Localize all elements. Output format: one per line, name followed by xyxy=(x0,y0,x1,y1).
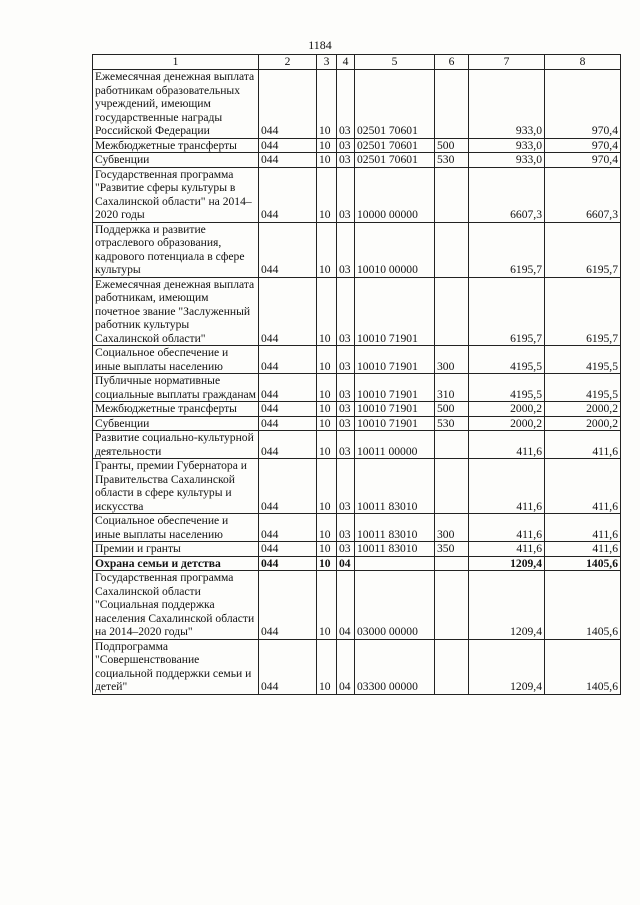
subsection-code: 03 xyxy=(337,346,355,374)
ministry-code: 044 xyxy=(259,153,317,168)
row-name: Субвенции xyxy=(93,416,259,431)
expense-type-code: 500 xyxy=(435,138,469,153)
table-row xyxy=(93,153,621,168)
subsection-code: 03 xyxy=(337,374,355,402)
target-article-code: 10010 71901 xyxy=(355,402,435,417)
target-article-code: 02501 70601 xyxy=(355,138,435,153)
section-code: 10 xyxy=(317,374,337,402)
row-name: Ежемесячная денежная выплата работникам, имеющим почетное звание "Заслуженный работник культуры Сахалинской области" xyxy=(93,277,259,346)
section-code: 10 xyxy=(317,167,337,222)
amount-col7: 933,0 xyxy=(469,70,545,139)
amount-col7: 2000,2 xyxy=(469,402,545,417)
amount-col8: 411,6 xyxy=(545,431,621,459)
amount-col7: 6195,7 xyxy=(469,222,545,277)
ministry-code: 044 xyxy=(259,374,317,402)
target-article-code: 10010 71901 xyxy=(355,374,435,402)
amount-col8: 2000,2 xyxy=(545,402,621,417)
target-article-code: 03000 00000 xyxy=(355,571,435,640)
target-article-code: 10010 71901 xyxy=(355,416,435,431)
amount-col8: 1405,6 xyxy=(545,639,621,694)
expense-type-code xyxy=(435,277,469,346)
amount-col7: 2000,2 xyxy=(469,416,545,431)
amount-col7: 1209,4 xyxy=(469,556,545,571)
subsection-code: 04 xyxy=(337,639,355,694)
target-article-code: 03300 00000 xyxy=(355,639,435,694)
expense-type-code: 500 xyxy=(435,402,469,417)
section-code: 10 xyxy=(317,459,337,514)
amount-col7: 411,6 xyxy=(469,542,545,557)
table-row xyxy=(93,70,621,139)
amount-col7: 411,6 xyxy=(469,431,545,459)
table-row xyxy=(93,416,621,431)
row-name: Социальное обеспечение и иные выплаты населению xyxy=(93,514,259,542)
target-article-code: 10000 00000 xyxy=(355,167,435,222)
subsection-code: 03 xyxy=(337,459,355,514)
section-code: 10 xyxy=(317,639,337,694)
table-row xyxy=(93,346,621,374)
subsection-code: 03 xyxy=(337,167,355,222)
row-name: Социальное обеспечение и иные выплаты населению xyxy=(93,346,259,374)
target-article-code: 10011 83010 xyxy=(355,514,435,542)
row-name: Поддержка и развитие отраслевого образования, кадрового потенциала в сфере культуры xyxy=(93,222,259,277)
expense-type-code xyxy=(435,556,469,571)
section-code: 10 xyxy=(317,346,337,374)
ministry-code: 044 xyxy=(259,459,317,514)
section-code: 10 xyxy=(317,277,337,346)
expense-type-code: 300 xyxy=(435,514,469,542)
row-name: Развитие социально-культурной деятельности xyxy=(93,431,259,459)
table-row xyxy=(93,277,621,346)
subsection-code: 04 xyxy=(337,556,355,571)
subsection-code: 03 xyxy=(337,138,355,153)
table-row xyxy=(93,639,621,694)
ministry-code: 044 xyxy=(259,571,317,640)
target-article-code: 02501 70601 xyxy=(355,153,435,168)
table-row xyxy=(93,167,621,222)
ministry-code: 044 xyxy=(259,639,317,694)
ministry-code: 044 xyxy=(259,431,317,459)
amount-col7: 1209,4 xyxy=(469,639,545,694)
expense-type-code xyxy=(435,167,469,222)
amount-col7: 4195,5 xyxy=(469,374,545,402)
subsection-code: 04 xyxy=(337,571,355,640)
table-row xyxy=(93,459,621,514)
table-row xyxy=(93,374,621,402)
target-article-code: 02501 70601 xyxy=(355,70,435,139)
table-row xyxy=(93,138,621,153)
amount-col8: 6195,7 xyxy=(545,222,621,277)
table-row xyxy=(93,542,621,557)
column-header: 4 xyxy=(337,55,355,70)
subsection-code: 03 xyxy=(337,70,355,139)
row-name: Ежемесячная денежная выплата работникам образовательных учреждений, имеющим государственные награды Российской Федерации xyxy=(93,70,259,139)
section-code: 10 xyxy=(317,138,337,153)
amount-col8: 411,6 xyxy=(545,459,621,514)
section-code: 10 xyxy=(317,431,337,459)
table-row xyxy=(93,402,621,417)
subsection-code: 03 xyxy=(337,277,355,346)
ministry-code: 044 xyxy=(259,222,317,277)
subsection-code: 03 xyxy=(337,402,355,417)
target-article-code: 10010 71901 xyxy=(355,346,435,374)
expense-type-code: 310 xyxy=(435,374,469,402)
expense-type-code: 530 xyxy=(435,416,469,431)
ministry-code: 044 xyxy=(259,514,317,542)
ministry-code: 044 xyxy=(259,70,317,139)
amount-col8: 6607,3 xyxy=(545,167,621,222)
amount-col7: 933,0 xyxy=(469,138,545,153)
target-article-code xyxy=(355,556,435,571)
row-name: Подпрограмма "Совершенствование социальной поддержки семьи и детей" xyxy=(93,639,259,694)
subsection-code: 03 xyxy=(337,514,355,542)
table-row xyxy=(93,222,621,277)
amount-col7: 411,6 xyxy=(469,514,545,542)
row-name: Охрана семьи и детства xyxy=(93,556,259,571)
subsection-code: 03 xyxy=(337,153,355,168)
amount-col7: 6607,3 xyxy=(469,167,545,222)
table-row xyxy=(93,571,621,640)
row-name: Субвенции xyxy=(93,153,259,168)
ministry-code: 044 xyxy=(259,542,317,557)
target-article-code: 10010 71901 xyxy=(355,277,435,346)
amount-col7: 411,6 xyxy=(469,459,545,514)
subsection-code: 03 xyxy=(337,416,355,431)
row-name: Гранты, премии Губернатора и Правительства Сахалинской области в сфере культуры и искусства xyxy=(93,459,259,514)
subsection-code: 03 xyxy=(337,431,355,459)
ministry-code: 044 xyxy=(259,556,317,571)
amount-col8: 4195,5 xyxy=(545,346,621,374)
amount-col8: 4195,5 xyxy=(545,374,621,402)
expense-type-code xyxy=(435,639,469,694)
amount-col8: 970,4 xyxy=(545,153,621,168)
column-header: 1 xyxy=(93,55,259,70)
amount-col8: 1405,6 xyxy=(545,571,621,640)
header-row xyxy=(93,55,621,70)
amount-col8: 970,4 xyxy=(545,138,621,153)
column-header: 3 xyxy=(317,55,337,70)
row-name: Межбюджетные трансферты xyxy=(93,402,259,417)
row-name: Государственная программа Сахалинской области "Социальная поддержка населения Сахалинской области на 2014–2020 годы" xyxy=(93,571,259,640)
expense-type-code xyxy=(435,431,469,459)
subsection-code: 03 xyxy=(337,222,355,277)
subsection-code: 03 xyxy=(337,542,355,557)
amount-col8: 970,4 xyxy=(545,70,621,139)
amount-col7: 4195,5 xyxy=(469,346,545,374)
column-header: 6 xyxy=(435,55,469,70)
amount-col8: 6195,7 xyxy=(545,277,621,346)
expense-type-code xyxy=(435,70,469,139)
amount-col8: 411,6 xyxy=(545,514,621,542)
ministry-code: 044 xyxy=(259,167,317,222)
budget-table xyxy=(92,54,621,695)
ministry-code: 044 xyxy=(259,416,317,431)
expense-type-code: 530 xyxy=(435,153,469,168)
row-name: Государственная программа "Развитие сферы культуры в Сахалинской области" на 2014–2020 годы xyxy=(93,167,259,222)
table-row xyxy=(93,431,621,459)
column-header: 8 xyxy=(545,55,621,70)
amount-col8: 411,6 xyxy=(545,542,621,557)
column-header: 2 xyxy=(259,55,317,70)
section-code: 10 xyxy=(317,514,337,542)
section-code: 10 xyxy=(317,222,337,277)
section-code: 10 xyxy=(317,571,337,640)
target-article-code: 10011 83010 xyxy=(355,459,435,514)
target-article-code: 10011 83010 xyxy=(355,542,435,557)
expense-type-code xyxy=(435,571,469,640)
row-name: Премии и гранты xyxy=(93,542,259,557)
amount-col7: 933,0 xyxy=(469,153,545,168)
ministry-code: 044 xyxy=(259,277,317,346)
target-article-code: 10010 00000 xyxy=(355,222,435,277)
amount-col8: 2000,2 xyxy=(545,416,621,431)
expense-type-code xyxy=(435,222,469,277)
section-code: 10 xyxy=(317,416,337,431)
amount-col7: 6195,7 xyxy=(469,277,545,346)
table-row xyxy=(93,514,621,542)
column-header: 5 xyxy=(355,55,435,70)
section-code: 10 xyxy=(317,402,337,417)
column-header: 7 xyxy=(469,55,545,70)
table-row-section xyxy=(93,556,621,571)
row-name: Межбюджетные трансферты xyxy=(93,138,259,153)
page-number: 1184 xyxy=(308,38,332,52)
section-code: 10 xyxy=(317,153,337,168)
ministry-code: 044 xyxy=(259,346,317,374)
expense-type-code xyxy=(435,459,469,514)
section-code: 10 xyxy=(317,556,337,571)
ministry-code: 044 xyxy=(259,402,317,417)
amount-col7: 1209,4 xyxy=(469,571,545,640)
target-article-code: 10011 00000 xyxy=(355,431,435,459)
expense-type-code: 300 xyxy=(435,346,469,374)
row-name: Публичные нормативные социальные выплаты гражданам xyxy=(93,374,259,402)
section-code: 10 xyxy=(317,542,337,557)
amount-col8: 1405,6 xyxy=(545,556,621,571)
ministry-code: 044 xyxy=(259,138,317,153)
section-code: 10 xyxy=(317,70,337,139)
expense-type-code: 350 xyxy=(435,542,469,557)
